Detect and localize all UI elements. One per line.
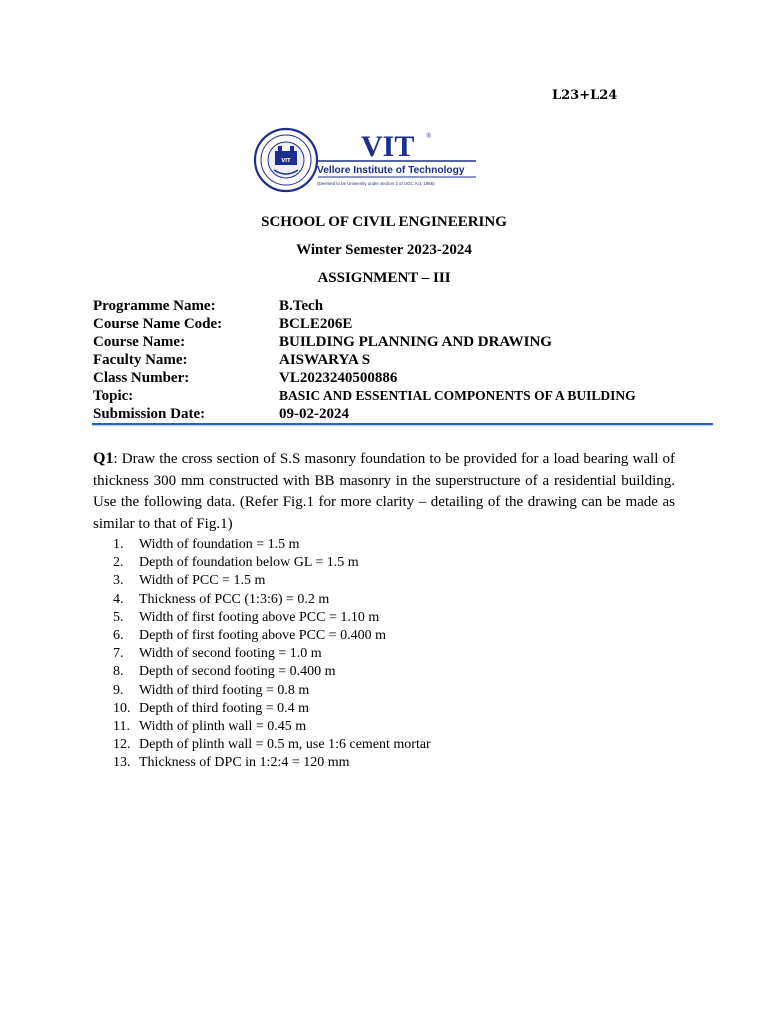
list-item-text: Depth of third footing = 0.4 m (139, 700, 310, 716)
list-item-text: Width of third footing = 0.8 m (139, 682, 310, 698)
question-text: : Draw the cross section of S.S masonry foundation to be provided for a load bearing wall of thickness 300 mm constructed with BB masonry in the superstructure of a residential building. Use the following data. (Refer Fig.1 for more clarity – detailing of the drawing can be made as similar to that of Fig.1) (93, 451, 675, 532)
info-label: Submission Date: (93, 406, 206, 422)
list-item (113, 718, 431, 736)
institute-tagline: (Deemed to be University under section 3 of UGC Act, 1956) (317, 181, 435, 186)
info-value: BUILDING PLANNING AND DRAWING (279, 334, 552, 350)
vit-logo (252, 126, 482, 194)
list-item (113, 627, 431, 645)
info-label: Course Name: (93, 334, 186, 350)
list-item-number: 1. (113, 537, 124, 552)
list-item-number: 13. (113, 755, 131, 771)
info-label: Course Name Code: (93, 316, 223, 332)
vit-seal-icon (255, 129, 317, 191)
section-divider (92, 423, 713, 425)
info-label: Faculty Name: (93, 352, 188, 368)
list-item-text: Width of PCC = 1.5 m (139, 573, 266, 589)
info-row-submission-date (93, 405, 636, 423)
list-item (113, 536, 431, 554)
list-item (113, 554, 431, 572)
list-item-number: 9. (113, 682, 124, 698)
list-item-text: Depth of first footing above PCC = 0.400 m (139, 628, 387, 644)
list-item-number: 6. (113, 628, 124, 644)
list-item-text: Width of first footing above PCC = 1.10 m (139, 609, 380, 625)
question-number: Q1 (93, 450, 114, 467)
info-value: AISWARYA S (279, 352, 371, 368)
info-row-course-code (93, 315, 636, 333)
list-item-number: 4. (113, 591, 124, 607)
list-item (113, 609, 431, 627)
info-row-faculty (93, 351, 636, 369)
data-list (113, 536, 431, 773)
brand-text: VIT (361, 130, 415, 163)
list-item-text: Thickness of PCC (1:3:6) = 0.2 m (139, 591, 330, 607)
list-item (113, 663, 431, 681)
list-item (113, 682, 431, 700)
info-label: Topic: (93, 388, 134, 404)
school-heading: SCHOOL OF CIVIL ENGINEERING (261, 214, 507, 230)
list-item-number: 5. (113, 609, 124, 625)
list-item-number: 2. (113, 555, 124, 571)
question-paragraph (93, 448, 675, 535)
seal-center-text: VIT (281, 158, 291, 164)
list-item (113, 591, 431, 609)
info-value: B.Tech (279, 298, 324, 314)
list-item-number: 7. (113, 646, 124, 662)
info-label: Class Number: (93, 370, 190, 386)
info-row-course-name (93, 333, 636, 351)
list-item-number: 12. (113, 737, 131, 753)
list-item (113, 754, 431, 772)
slot-code: L23+L24 (552, 88, 618, 103)
semester-heading: Winter Semester 2023-2024 (296, 242, 472, 258)
list-item (113, 736, 431, 754)
institute-name: Vellore Institute of Technology (317, 165, 465, 176)
list-item-number: 10. (113, 700, 131, 716)
list-item (113, 572, 431, 590)
list-item-number: 8. (113, 664, 124, 680)
info-value: BCLE206E (279, 316, 353, 332)
info-value: VL2023240500886 (279, 370, 398, 386)
course-info-table (93, 297, 636, 423)
info-value: BASIC AND ESSENTIAL COMPONENTS OF A BUILDING (279, 388, 636, 403)
info-row-programme (93, 297, 636, 315)
list-item-text: Depth of second footing = 0.400 m (139, 664, 336, 680)
list-item-text: Depth of foundation below GL = 1.5 m (139, 555, 359, 571)
trademark-mark: ® (426, 132, 432, 140)
vit-logo-graphic (252, 126, 482, 194)
list-item-text: Depth of plinth wall = 0.5 m, use 1:6 cement mortar (139, 737, 431, 753)
list-item-number: 11. (113, 719, 130, 735)
assignment-heading: ASSIGNMENT – III (317, 270, 451, 286)
info-row-topic (93, 387, 636, 405)
list-item-number: 3. (113, 573, 124, 589)
info-label: Programme Name: (93, 298, 216, 314)
list-item-text: Thickness of DPC in 1:2:4 = 120 mm (139, 755, 350, 771)
info-value: 09-02-2024 (279, 406, 349, 422)
list-item (113, 645, 431, 663)
list-item-text: Width of second footing = 1.0 m (139, 646, 322, 662)
list-item (113, 700, 431, 718)
info-row-class-number (93, 369, 636, 387)
list-item-text: Width of plinth wall = 0.45 m (139, 719, 307, 735)
list-item-text: Width of foundation = 1.5 m (139, 537, 300, 552)
